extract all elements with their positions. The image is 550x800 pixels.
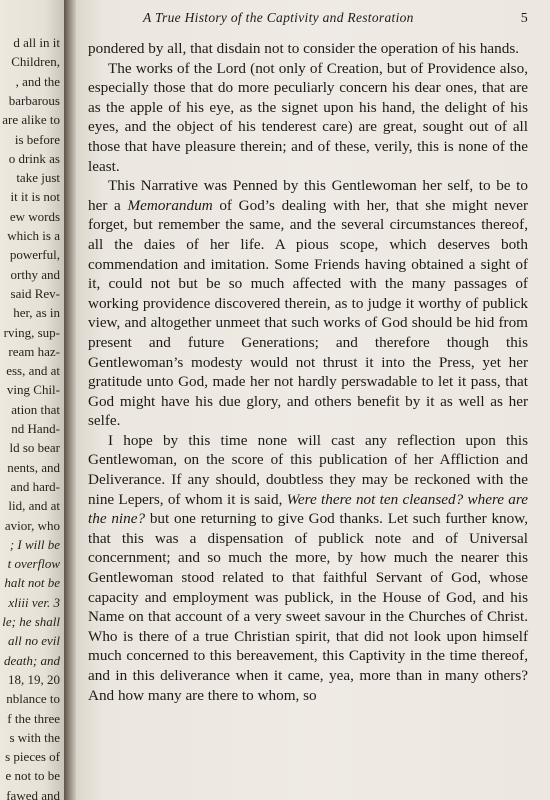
facing-page-line: , and the <box>15 73 60 89</box>
facing-page-line: ; I will be <box>9 536 60 552</box>
facing-page-left <box>0 0 64 800</box>
facing-page-line: ew words <box>9 208 60 224</box>
facing-page-line: her, as in <box>13 305 60 321</box>
facing-page-line: halt not be <box>4 575 60 591</box>
book-gutter <box>64 0 76 800</box>
page-number: 5 <box>520 11 528 26</box>
facing-page-line: take just <box>16 170 60 186</box>
paragraph-3-text-b: of God’s dealing with her, that she might never forget, but remember the same, and the several circumstances thereof, all the daies of her life. A pious scope, which deserves both commendation and imitation. Some Friends having obtained a sight of it, could not but be so much affected with the many passages of working providence discovered therein, as to judge it worthy of publick view, and altogether unmeet that such works of God should be hid from present and future Generations; and therefore though this Gentlewoman’s modesty would not thrust it into the Press, yet her gratitude unto God, made her not hardly perswadable to let it pass, that God might have his due glory, and others benefit by it as well as her selfe. <box>88 196 528 430</box>
facing-page-line: are alike to <box>2 112 60 128</box>
body-text <box>88 39 528 705</box>
facing-page-line: avior, who <box>4 517 60 533</box>
page <box>76 0 550 800</box>
facing-page-line: is before <box>14 131 60 147</box>
facing-page-line: o drink as <box>8 150 60 166</box>
facing-page-line: said Rev- <box>10 285 60 301</box>
running-head <box>143 10 528 30</box>
facing-page-line: ving Chil- <box>6 382 60 398</box>
facing-page-line: death; and <box>4 652 60 668</box>
facing-page-line: d all in it <box>13 35 60 50</box>
paragraph-4-italic: Were there not ten cleansed? where are the nine? <box>88 490 528 528</box>
facing-page-line: powerful, <box>9 247 60 263</box>
facing-page-line: and hard- <box>10 478 60 494</box>
facing-page-line: xliii ver. 3 <box>8 594 60 610</box>
paragraph-2-text: The works of the Lord (not only of Creation, but of Providence also, especially those that do more peculiarly concern his dear ones, that are as the apple of his eye, as the signet upon his hand, the delight of his eyes, and the object of his tenderest care) are great, sought out of all those that have pleasure therein; and of these, verily, this is none of the least. <box>88 59 528 175</box>
facing-page-line: f the three <box>7 710 60 726</box>
facing-page-line: nents, and <box>7 459 60 475</box>
facing-page-line: Children, <box>11 54 60 70</box>
facing-page-line: rving, sup- <box>3 324 60 340</box>
paragraph-2 <box>88 59 528 177</box>
paragraph-3-text-a: This Narrative was Penned by this Gentlewoman her self, to be to her a <box>88 177 528 214</box>
facing-page-line: s with the <box>9 729 60 745</box>
facing-page-line: all no evil <box>8 633 60 649</box>
facing-page-line: t overflow <box>7 556 60 572</box>
paragraph-3-italic: Memorandum <box>127 196 213 214</box>
facing-page-line: it it is not <box>10 189 60 205</box>
paragraph-1 <box>88 39 528 59</box>
paragraph-4 <box>88 431 528 705</box>
facing-page-line: fawed and <box>6 787 60 800</box>
paragraph-3 <box>88 176 528 431</box>
facing-page-line: e not to be <box>5 768 60 784</box>
running-head-title: A True History of the Captivity and Restoration <box>143 10 414 25</box>
facing-page-line: barbarous <box>8 92 60 108</box>
paragraph-4-text-a: I hope by this time none will cast any reflection upon this Gentlewoman, on the score of this publication of her Affliction and Deliverance. If any should, doubtless they may be reckoned with the nine Lepers, of whom it is said, <box>88 431 528 508</box>
facing-page-line: le; he shall <box>2 614 60 629</box>
facing-page-line: ess, and at <box>6 363 60 379</box>
paragraph-1-text: pondered by all, that disdain not to consider the operation of his hands. <box>88 40 520 57</box>
paragraph-4-text-b: but one returning to give God thanks. Let such further know, that this was a dispensation of publick note and of Universal concernment; and so much the more, by how much the nearer this Gentlewoman stood related to that faithful Servant of God, whose capacity and employment was publick, in the House of God, and his Name on that account of a very sweet savour in the Churches of Christ. Who is there of a true Christian spirit, that did not look upon himself much concerned to this bereavement, this Captivity in the time thereof, and in this deliverance when it came, yea, more than in many others? And how many are there to whom, so <box>88 510 528 704</box>
facing-page-line: orthy and <box>10 266 60 282</box>
facing-page-line: 18, 19, 20 <box>8 671 60 687</box>
facing-page-line: which is a <box>7 228 60 243</box>
facing-page-line: ream haz- <box>8 343 60 359</box>
facing-page-line: s pieces of <box>5 749 60 765</box>
facing-page-line: lid, and at <box>8 498 60 514</box>
facing-page-line: nblance to <box>6 691 60 707</box>
facing-page-line: ld so bear <box>9 440 60 456</box>
facing-page-line: nd Hand- <box>11 421 60 436</box>
facing-page-line: ation that <box>11 401 60 417</box>
